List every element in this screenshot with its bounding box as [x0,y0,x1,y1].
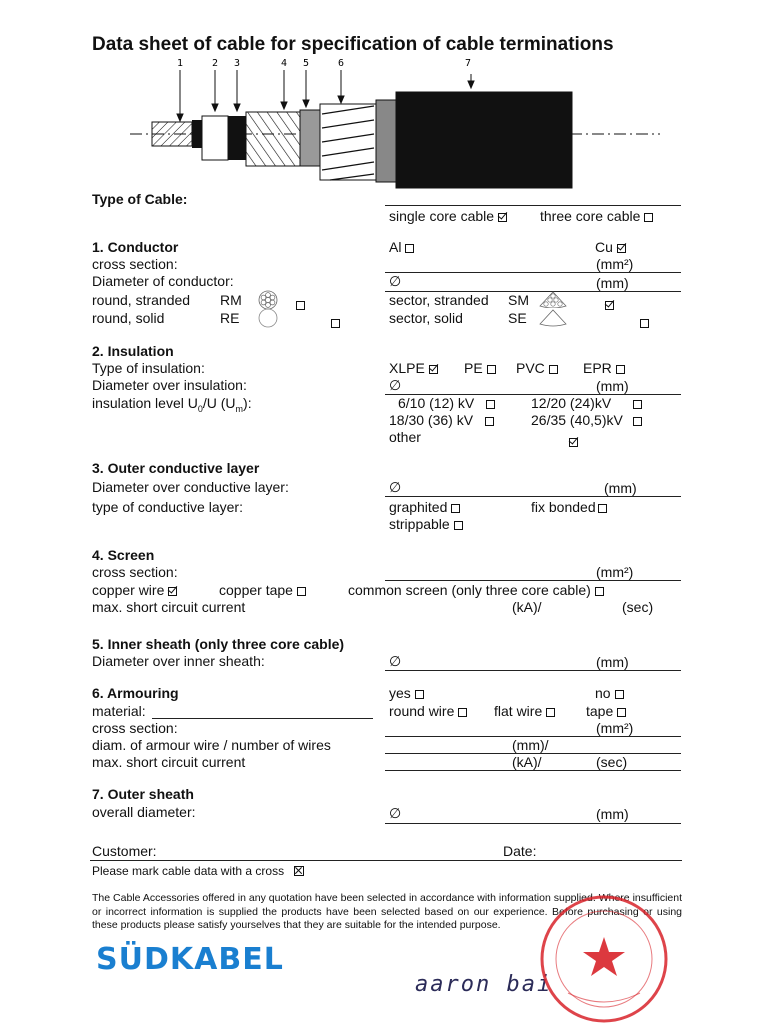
armour-sec-unit: (sec) [596,754,628,770]
common-screen-checkbox[interactable] [595,587,604,596]
epr-option[interactable]: EPR [583,360,625,377]
screen-short-circuit-label: max. short circuit current [92,599,246,615]
insulation-diam-symbol: ∅ [389,377,402,393]
conductor-cross-unit: (mm²) [596,256,634,272]
al-checkbox[interactable] [405,244,414,253]
al-option[interactable]: Al [389,239,414,256]
diameter-symbol: ∅ [389,273,402,289]
copper-wire-option[interactable]: copper wire [92,582,177,599]
voltage-18-30-option[interactable]: 18/30 (36) kV [389,412,494,429]
sector-solid-checkbox[interactable] [640,319,649,328]
armour-material-label: material: [92,703,146,719]
outer-conductive-diam-unit: (mm) [604,480,637,496]
outer-conductive-diam-field[interactable] [385,496,681,497]
insulation-level-label: insulation level $U_0/U$ $(U_m)$: [92,395,252,414]
conductor-heading: 1. Conductor [92,239,179,255]
customer-label: Customer: [92,843,157,859]
diagram-number-4: 4 [280,58,288,69]
cable-diagram [0,52,768,202]
other-label: other [389,429,421,445]
armour-no-checkbox[interactable] [615,690,624,699]
single-core-option[interactable]: single core cable [389,208,507,225]
armouring-heading: 6. Armouring [92,685,179,701]
voltage-12-20-option[interactable]: 12/20 (24)kV [531,395,642,412]
outer-conductive-diameter-label: Diameter over conductive layer: [92,479,289,495]
armour-yes-checkbox[interactable] [415,690,424,699]
pe-checkbox[interactable] [487,365,496,374]
diagram-numbers [177,58,471,69]
graphited-option[interactable]: graphited [389,499,460,516]
sector-stranded-label: sector, stranded [389,292,489,308]
armour-wire-diam-label: diam. of armour wire / number of wires [92,737,331,753]
disclaimer-text: The Cable Accessories offered in any quotation have been selected in accordance with information supplied. Where insufficient or incorrect information is supplied the products have been selected based on our experience. Before purchasing or using these products please satisfy yourselves that they are suitable for the intended purpose. [92,892,682,931]
screen-cross-unit: (mm²) [596,564,634,580]
voltage-6-10-option[interactable]: 6/10 (12) kV [398,395,495,412]
round-wire-option[interactable]: round wire [389,703,467,720]
screen-heading: 4. Screen [92,547,155,563]
single-core-checkbox[interactable] [498,213,507,222]
se-label: SE [508,310,527,326]
copper-tape-checkbox[interactable] [297,587,306,596]
inner-sheath-diam-unit: (mm) [596,654,629,670]
xlpe-checkbox[interactable] [429,365,438,374]
round-solid-checkbox[interactable] [331,319,340,328]
rm-label: RM [220,292,242,308]
diagram-number-1: 1 [176,58,184,69]
armour-short-circuit-label: max. short circuit current [92,754,246,770]
outer-sheath-heading: 7. Outer sheath [92,786,194,802]
customer-field[interactable] [90,860,682,861]
conductor-core [152,122,192,146]
outer-conductive-diam-symbol: ∅ [389,479,402,495]
diagram-number-7: 7 [464,58,472,69]
sector-stranded-checkbox[interactable] [605,301,614,310]
re-label: RE [220,310,240,326]
outer-conductive-heading: 3. Outer conductive layer [92,460,260,476]
armour-yes-option[interactable]: yes [389,685,424,702]
round-solid-label: round, solid [92,310,165,326]
diagram-number-2: 2 [211,58,219,69]
solid-round-icon [257,308,279,328]
sector-solid-icon [538,308,568,328]
voltage-18-30-checkbox[interactable] [485,417,494,426]
voltage-26-35-checkbox[interactable] [633,417,642,426]
tape-checkbox[interactable] [617,708,626,717]
tape-option[interactable]: tape [586,703,626,720]
screen-cross-section-label: cross section: [92,564,178,580]
armour-cross-section-label: cross section: [92,720,178,736]
outer-sheath [396,92,572,188]
common-screen-option[interactable]: common screen (only three core cable) [348,582,604,599]
conductor-diameter-label: Diameter of conductor: [92,273,234,289]
three-core-checkbox[interactable] [644,213,653,222]
insulation-diam-unit: (mm) [596,378,629,394]
diagram-number-3: 3 [233,58,241,69]
mark-note: Please mark cable data with a cross [92,864,304,878]
screen-ka-unit: (kA)/ [512,599,542,615]
voltage-6-10-checkbox[interactable] [486,400,495,409]
cu-checkbox[interactable] [617,244,626,253]
inner-sheath-heading: 5. Inner sheath (only three core cable) [92,636,345,652]
insulation-diameter-label: Diameter over insulation: [92,377,247,393]
overall-diameter-label: overall diameter: [92,804,196,820]
cu-option[interactable]: Cu [595,239,626,256]
flat-wire-checkbox[interactable] [546,708,555,717]
type-of-cable-label: Type of Cable: [92,191,188,207]
outer-sheath-diam-field[interactable] [385,823,681,824]
pvc-checkbox[interactable] [549,365,558,374]
armour-short-circuit-field[interactable] [385,770,681,771]
voltage-26-35-option[interactable]: 26/35 (40,5)kV [531,412,642,429]
armour-mm-unit: (mm)/ [512,737,549,753]
copper-tape-option[interactable]: copper tape [219,582,306,599]
date-label: Date: [503,843,537,859]
outer-sheath-diam-symbol: ∅ [389,805,402,821]
diagram-number-5: 5 [302,58,310,69]
page-title: Data sheet of cable for specification of cable terminations [92,34,614,55]
cross-example-icon [294,866,304,876]
fix-bonded-checkbox[interactable] [598,504,607,513]
signature: aaron bai [415,972,553,997]
flat-wire-option[interactable]: flat wire [494,703,555,720]
company-stamp [538,893,670,1025]
armour-cross-unit: (mm²) [596,720,634,736]
screen-cross-field[interactable] [385,580,681,581]
voltage-12-20-checkbox[interactable] [633,400,642,409]
strippable-option[interactable]: strippable [389,516,463,533]
inner-sheath-diam-symbol: ∅ [389,653,402,669]
stamp-star-icon [583,937,625,976]
conductor-diam-unit: (mm) [596,275,629,291]
graphited-checkbox[interactable] [451,504,460,513]
conductive-type-label: type of conductive layer: [92,499,243,515]
epr-checkbox[interactable] [616,365,625,374]
armour-ka-unit: (kA)/ [512,754,542,770]
diagram-number-6: 6 [337,58,345,69]
sudkabel-logo: SÜDKABEL [96,942,284,977]
stranded-round-icon [257,290,279,310]
round-stranded-label: round, stranded [92,292,191,308]
three-core-option[interactable]: three core cable [540,208,653,225]
sm-label: SM [508,292,529,308]
insulation-heading: 2. Insulation [92,343,174,359]
conductor-cross-field[interactable] [385,272,681,273]
screen-sec-unit: (sec) [622,599,654,615]
conductor-cross-section-label: cross section: [92,256,178,272]
insulation-type-label: Type of insulation: [92,360,205,376]
xlpe-option[interactable]: XLPE [389,360,438,377]
pe-option[interactable]: PE [464,360,496,377]
copper-wire-checkbox[interactable] [168,587,177,596]
inner-sheath-diam-field[interactable] [385,670,681,671]
inner-sheath-diameter-label: Diameter over inner sheath: [92,653,265,669]
sector-stranded-icon [538,290,568,308]
fix-bonded-option[interactable]: fix bonded [531,499,607,516]
strippable-checkbox[interactable] [454,521,463,530]
other-checkbox[interactable] [569,438,578,447]
outer-sheath-diam-unit: (mm) [596,806,629,822]
pvc-option[interactable]: PVC [516,360,558,377]
armour-material-field[interactable] [152,718,373,719]
sector-solid-label: sector, solid [389,310,463,326]
round-stranded-checkbox[interactable] [296,301,305,310]
round-wire-checkbox[interactable] [458,708,467,717]
armour-no-option[interactable]: no [595,685,624,702]
